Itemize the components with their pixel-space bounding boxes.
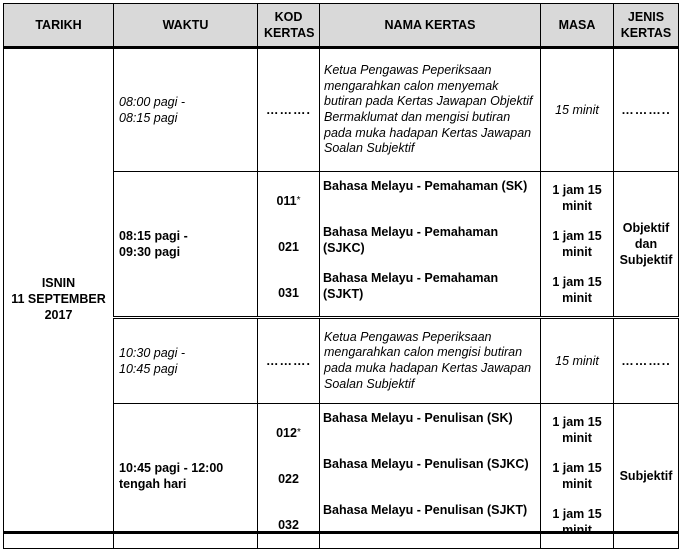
masa-item: 1 jam 15 minit [552,461,602,491]
waktu-cell: 10:30 pagi - 10:45 pagi [114,318,258,404]
nama-cell [320,172,541,318]
kod-item: 032 [278,518,299,532]
kod-placeholder: ………. [258,48,320,172]
header-kod-kertas: KOD KERTAS [258,4,320,48]
kod-item: 031 [278,286,299,300]
header-nama-kertas: NAMA KERTAS [320,4,541,48]
jenis-cell: Subjektif [614,404,679,549]
tarikh-day: ISNIN [41,275,76,290]
session-row-1 [4,48,679,172]
waktu-cell: 10:45 pagi - 12:00 tengah hari [114,404,258,549]
masa-item: 1 jam 15 minit [552,507,602,537]
header-masa: MASA [541,4,614,48]
waktu-cell: 08:00 pagi - 08:15 pagi [114,48,258,172]
header-waktu: WAKTU [114,4,258,48]
table-bottom-border [3,531,678,534]
waktu-cell: 08:15 pagi - 09:30 pagi [114,172,258,318]
masa-item: 1 jam 15 minit [552,415,602,445]
nama-item: Bahasa Melayu - Pemahaman (SJKT) [323,271,499,301]
jenis-placeholder: ……….. [614,318,679,404]
nama-item: Bahasa Melayu - Penulisan (SJKT) [323,503,528,517]
tarikh-year: 2017 [44,307,73,322]
kod-cell [258,172,320,318]
instruction-note: Ketua Pengawas Peperiksaan mengarahkan calon menyemak butiran pada Kertas Jawapan Objektif Bermaklumat dan mengisi butiran pada muka hadapan Kertas Jawapan Soalan Subjektif [320,48,541,172]
nama-item: Bahasa Melayu - Penulisan (SK) [323,411,513,425]
tarikh-cell [4,48,114,549]
header-tarikh: TARIKH [4,4,114,48]
tarikh-date: 11 SEPTEMBER [11,291,106,306]
masa-cell [541,172,614,318]
nama-cell [320,404,541,549]
masa-cell: 15 minit [541,48,614,172]
masa-cell: 15 minit [541,318,614,404]
instruction-note: Ketua Pengawas Peperiksaan mengarahkan calon mengisi butiran pada muka hadapan Kertas Jawapan Soalan Subjektif [320,318,541,404]
kod-item: 011 * [276,194,301,208]
masa-item: 1 jam 15 minit [552,229,602,259]
header-row [4,4,679,48]
masa-item: 1 jam 15 minit [552,275,602,305]
nama-item: Bahasa Melayu - Pemahaman (SJKC) [323,225,499,255]
nama-item: Bahasa Melayu - Pemahaman (SK) [323,179,528,193]
kod-cell [258,404,320,549]
exam-schedule-table [3,3,679,549]
kod-item: 012 * [276,426,301,440]
nama-item: Bahasa Melayu - Penulisan (SJKC) [323,457,529,471]
jenis-cell: Objektif dan Subjektif [614,172,679,318]
jenis-placeholder: ……….. [614,48,679,172]
kod-placeholder: ………. [258,318,320,404]
kod-item: 021 [278,240,299,254]
header-jenis-kertas: JENIS KERTAS [614,4,679,48]
masa-item: 1 jam 15 minit [552,183,602,213]
kod-item: 022 [278,472,299,486]
masa-cell [541,404,614,549]
